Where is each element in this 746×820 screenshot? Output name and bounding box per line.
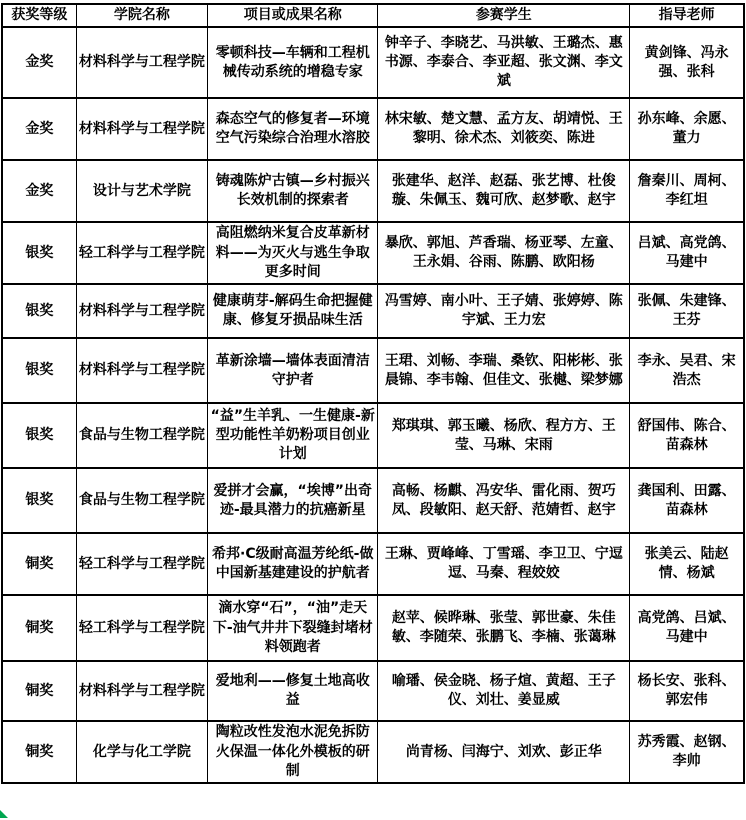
table-row [2, 284, 744, 338]
students-cell: 王珺、刘畅、李瑞、桑钦、阳彬彬、张晨锦、李韦翰、但佳文、张樾、梁梦娜 [378, 338, 630, 403]
teachers-cell: 苏秀霞、赵钢、李帅 [630, 721, 744, 783]
college-cell: 食品与生物工程学院 [76, 468, 207, 533]
table-header [2, 4, 744, 27]
project-cell: 铸魂陈炉古镇—乡村振兴长效机制的探索者 [208, 160, 378, 222]
students-cell: 王琳、贾峰峰、丁雪瑶、李卫卫、宁逗逗、马秦、程姣姣 [378, 533, 630, 595]
college-cell: 轻工科学与工程学院 [76, 533, 207, 595]
college-cell: 材料科学与工程学院 [76, 284, 207, 338]
teachers-cell: 张佩、朱建锋、王芬 [630, 284, 744, 338]
project-cell: 森态空气的修复者—环境空气污染综合治理水溶胶 [208, 98, 378, 160]
awards-table [1, 3, 745, 784]
award-cell: 银奖 [2, 284, 76, 338]
table-row [2, 468, 744, 533]
teachers-cell: 龚国利、田露、苗森林 [630, 468, 744, 533]
college-cell: 轻工科学与工程学院 [76, 595, 207, 661]
college-cell: 设计与艺术学院 [76, 160, 207, 222]
column-header-students: 参赛学生 [378, 4, 630, 27]
college-cell: 材料科学与工程学院 [76, 98, 207, 160]
award-cell: 银奖 [2, 403, 76, 468]
college-cell: 食品与生物工程学院 [76, 403, 207, 468]
table-row [2, 222, 744, 284]
teachers-cell: 吕斌、高党鸽、马建中 [630, 222, 744, 284]
students-cell: 郑琪琪、郭玉曦、杨欣、程方方、王莹、马琳、宋雨 [378, 403, 630, 468]
students-cell: 冯雪婷、南小叶、王子婧、张婷婷、陈宇斌、王力宏 [378, 284, 630, 338]
award-cell: 铜奖 [2, 533, 76, 595]
teachers-cell: 张美云、陆赵情、杨斌 [630, 533, 744, 595]
project-cell: 高阻燃纳米复合皮革新材料——为灭火与逃生争取更多时间 [208, 222, 378, 284]
award-cell: 银奖 [2, 338, 76, 403]
award-cell: 金奖 [2, 160, 76, 222]
project-cell: 爱拼才会赢，“埃博”出奇迹-最具潜力的抗癌新星 [208, 468, 378, 533]
students-cell: 暴欣、郭旭、芦香瑞、杨亚琴、左童、王永娟、谷雨、陈鹏、欧阳杨 [378, 222, 630, 284]
column-header-project: 项目或成果名称 [208, 4, 378, 27]
column-header-award: 获奖等级 [2, 4, 76, 27]
table-body [2, 27, 744, 783]
college-cell: 材料科学与工程学院 [76, 338, 207, 403]
students-cell: 高畅、杨麒、冯安华、雷化雨、贺巧凤、段敏阳、赵天舒、范婧哲、赵宇 [378, 468, 630, 533]
table-row [2, 661, 744, 721]
project-cell: 爱地利——修复土地高收益 [208, 661, 378, 721]
table-row [2, 721, 744, 783]
teachers-cell: 李永、吴君、宋浩杰 [630, 338, 744, 403]
awards-table-document [0, 3, 746, 820]
college-cell: 材料科学与工程学院 [76, 27, 207, 98]
column-header-teachers: 指导老师 [630, 4, 744, 27]
project-cell: 希邦·C级耐高温芳纶纸-做中国新基建建设的护航者 [208, 533, 378, 595]
college-cell: 轻工科学与工程学院 [76, 222, 207, 284]
college-cell: 材料科学与工程学院 [76, 661, 207, 721]
teachers-cell: 黄剑锋、冯永强、张科 [630, 27, 744, 98]
teachers-cell: 舒国伟、陈合、苗森林 [630, 403, 744, 468]
college-cell: 化学与化工学院 [76, 721, 207, 783]
teachers-cell: 高党鸽、吕斌、马建中 [630, 595, 744, 661]
award-cell: 铜奖 [2, 661, 76, 721]
award-cell: 铜奖 [2, 595, 76, 661]
students-cell: 赵苹、候晔琳、张莹、郭世豪、朱佳敏、李随荣、张鹏飞、李楠、张蔼琳 [378, 595, 630, 661]
table-row [2, 160, 744, 222]
column-header-college: 学院名称 [76, 4, 207, 27]
project-cell: “益”生羊乳、一生健康-新型功能性羊奶粉项目创业计划 [208, 403, 378, 468]
table-row [2, 338, 744, 403]
project-cell: 健康萌芽-解码生命把握健康、修复牙损品味生活 [208, 284, 378, 338]
project-cell: 零顿科技—车辆和工程机械传动系统的增稳专家 [208, 27, 378, 98]
students-cell: 钟辛子、李晓艺、马洪敏、王璐杰、惠书源、李泰合、李亚超、张文渊、李文斌 [378, 27, 630, 98]
project-cell: 陶粒改性发泡水泥免拆防火保温一体化外模板的研制 [208, 721, 378, 783]
table-row [2, 595, 744, 661]
table-row [2, 403, 744, 468]
students-cell: 喻璠、侯金晓、杨子煊、黄超、王子仪、刘壮、姜显威 [378, 661, 630, 721]
students-cell: 张建华、赵洋、赵磊、张艺博、杜俊璇、朱佩玉、魏可欣、赵梦歌、赵宇 [378, 160, 630, 222]
award-cell: 铜奖 [2, 721, 76, 783]
award-cell: 金奖 [2, 98, 76, 160]
teachers-cell: 孙东峰、余愿、董力 [630, 98, 744, 160]
table-row [2, 533, 744, 595]
award-cell: 银奖 [2, 468, 76, 533]
project-cell: 滴水穿“石”，“油”走天下-油气井井下裂缝封堵材料领跑者 [208, 595, 378, 661]
project-cell: 革新涂墙—墙体表面清洁守护者 [208, 338, 378, 403]
teachers-cell: 杨长安、张科、郭宏伟 [630, 661, 744, 721]
students-cell: 林宋敏、楚文慧、孟方友、胡靖悦、王黎明、徐术杰、刘筱奕、陈进 [378, 98, 630, 160]
table-row [2, 27, 744, 98]
header-row [2, 4, 744, 27]
award-cell: 金奖 [2, 27, 76, 98]
students-cell: 尚青杨、闫海宁、刘欢、彭正华 [378, 721, 630, 783]
teachers-cell: 詹秦川、周柯、李红坦 [630, 160, 744, 222]
award-cell: 银奖 [2, 222, 76, 284]
table-row [2, 98, 744, 160]
